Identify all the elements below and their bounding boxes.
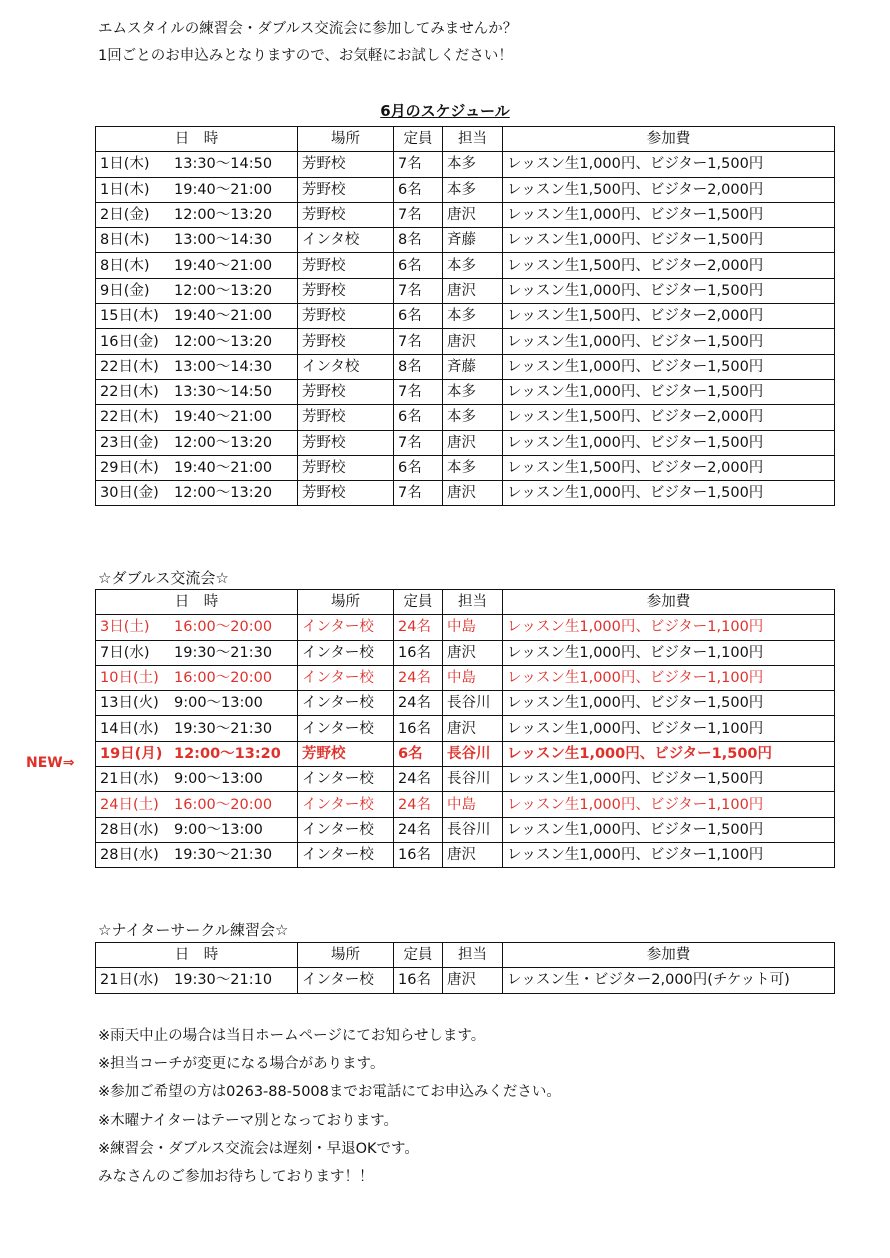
cell-coach: 中島 [443,665,503,690]
table-row [96,152,835,177]
cell-capacity: 7名 [394,329,443,354]
cell-time: 9:00～13:00 [174,771,263,788]
cell-place: 芳野校 [298,253,394,278]
cell-coach: 唐沢 [443,430,503,455]
cell-date: 21日(水) [100,771,159,788]
cell-capacity: 8名 [394,228,443,253]
practice-schedule-table [95,126,835,506]
cell-date: 3日(土) [100,619,150,636]
cell-date: 21日(水) [100,972,159,989]
table-row [96,640,835,665]
nighter-schedule-table [95,942,835,994]
cell-coach: 本多 [443,304,503,329]
cell-coach: 斉藤 [443,354,503,379]
note-line: ※担当コーチが変更になる場合があります。 [98,1056,385,1073]
cell-date: 22日(木) [100,384,159,401]
cell-time: 12:00～13:20 [174,333,273,350]
cell-date: 2日(金) [100,207,150,224]
header-capacity: 定員 [394,943,443,968]
table-row [96,228,835,253]
cell-place: 芳野校 [298,430,394,455]
cell-date: 10日(土) [100,670,159,687]
cell-date: 15日(木) [100,308,159,325]
cell-fee: レッスン生1,500円、ビジター2,000円 [503,455,835,480]
cell-fee: レッスン生1,000円、ビジター1,500円 [503,430,835,455]
note-line: ※参加ご希望の方は0263-88-5008までお電話にてお申込みください。 [98,1084,561,1101]
cell-coach: 唐沢 [443,278,503,303]
table-row [96,304,835,329]
cell-place: インター校 [298,615,394,640]
cell-date: 9日(金) [100,282,150,299]
cell-datetime [96,792,298,817]
cell-datetime [96,177,298,202]
cell-capacity: 24名 [394,615,443,640]
cell-date: 1日(木) [100,156,150,173]
cell-date: 8日(木) [100,257,150,274]
cell-place: 芳野校 [298,152,394,177]
table-row [96,253,835,278]
note-line: ※練習会・ダブルス交流会は遅刻・早退OKです。 [98,1140,419,1157]
table-row [96,615,835,640]
cell-fee: レッスン生1,000円、ビジター1,500円 [503,329,835,354]
cell-fee: レッスン生1,000円、ビジター1,100円 [503,640,835,665]
table-header-row [96,590,835,615]
cell-coach: 唐沢 [443,968,503,993]
cell-place: 芳野校 [298,177,394,202]
cell-datetime [96,968,298,993]
cell-time: 12:00～13:20 [174,282,273,299]
cell-time: 19:40～21:00 [174,460,273,476]
cell-fee: レッスン生1,000円、ビジター1,500円 [503,228,835,253]
cell-time: 19:30～21:30 [174,720,273,737]
header-datetime: 日 時 [96,943,298,968]
cell-datetime [96,481,298,506]
cell-date: 28日(水) [100,847,159,864]
cell-datetime [96,716,298,741]
cell-capacity: 16名 [394,716,443,741]
cell-place: インター校 [298,767,394,792]
cell-time: 9:00～13:00 [174,821,263,838]
note-line: みなさんのご参加お待ちしております！！ [98,1169,374,1186]
cell-place: 芳野校 [298,278,394,303]
cell-place: インター校 [298,691,394,716]
header-coach: 担当 [443,590,503,615]
cell-datetime [96,228,298,253]
cell-time: 16:00～20:00 [174,619,273,636]
cell-time: 12:00～13:20 [174,745,281,762]
cell-fee: レッスン生1,000円、ビジター1,100円 [503,842,835,867]
table-row [96,455,835,480]
table-row [96,792,835,817]
cell-time: 19:40～21:00 [174,257,273,274]
note-line: ※雨天中止の場合は当日ホームページにてお知らせします。 [98,1028,486,1044]
cell-capacity: 8名 [394,354,443,379]
cell-place: インター校 [298,665,394,690]
header-fee: 参加費 [503,590,835,615]
cell-coach: 本多 [443,405,503,430]
cell-coach: 中島 [443,792,503,817]
cell-capacity: 6名 [394,405,443,430]
cell-time: 19:40～21:00 [174,409,273,426]
table-row [96,968,835,993]
cell-time: 13:30～14:50 [174,384,273,401]
cell-date: 24日(土) [100,796,159,813]
cell-coach: 唐沢 [443,842,503,867]
cell-capacity: 24名 [394,665,443,690]
cell-date: 22日(木) [100,358,159,375]
cell-capacity: 16名 [394,640,443,665]
cell-fee: レッスン生1,000円、ビジター1,100円 [503,792,835,817]
header-fee: 参加費 [503,943,835,968]
cell-place: 芳野校 [298,455,394,480]
table-header-row [96,943,835,968]
cell-fee: レッスン生・ビジター2,000円(チケット可) [503,968,835,993]
table-row [96,329,835,354]
table-row [96,767,835,792]
cell-time: 16:00～20:00 [174,670,273,687]
cell-fee: レッスン生1,000円、ビジター1,100円 [503,665,835,690]
cell-coach: 本多 [443,152,503,177]
header-datetime: 日 時 [96,127,298,152]
cell-fee: レッスン生1,000円、ビジター1,500円 [503,152,835,177]
cell-time: 9:00～13:00 [174,695,263,712]
cell-capacity: 6名 [394,253,443,278]
cell-capacity: 6名 [394,304,443,329]
table-row [96,842,835,867]
cell-coach: 斉藤 [443,228,503,253]
cell-coach: 唐沢 [443,640,503,665]
cell-place: 芳野校 [298,405,394,430]
cell-fee: レッスン生1,000円、ビジター1,500円 [503,202,835,227]
cell-place: インター校 [298,640,394,665]
cell-datetime [96,741,298,766]
cell-coach: 唐沢 [443,481,503,506]
cell-datetime [96,615,298,640]
cell-datetime [96,691,298,716]
cell-place: インター校 [298,716,394,741]
cell-date: 19日(月) [100,745,163,762]
header-fee: 参加費 [503,127,835,152]
cell-datetime [96,354,298,379]
cell-place: 芳野校 [298,481,394,506]
cell-place: インタ校 [298,228,394,253]
table-row [96,716,835,741]
cell-capacity: 7名 [394,481,443,506]
cell-place: インター校 [298,792,394,817]
cell-time: 12:00～13:20 [174,434,273,451]
cell-fee: レッスン生1,000円、ビジター1,500円 [503,354,835,379]
cell-date: 7日(水) [100,644,150,661]
cell-time: 12:00～13:20 [174,485,273,502]
cell-datetime [96,640,298,665]
cell-datetime [96,767,298,792]
header-place: 場所 [298,590,394,615]
schedule-title: 6月のスケジュール [380,102,510,120]
cell-time: 16:00～20:00 [174,796,273,813]
table-row [96,177,835,202]
cell-fee: レッスン生1,000円、ビジター1,500円 [503,481,835,506]
cell-place: インタ校 [298,354,394,379]
cell-date: 16日(金) [100,333,159,350]
header-place: 場所 [298,943,394,968]
cell-fee: レッスン生1,500円、ビジター2,000円 [503,304,835,329]
header-capacity: 定員 [394,127,443,152]
cell-time: 19:30～21:30 [174,644,273,661]
cell-datetime [96,278,298,303]
cell-coach: 唐沢 [443,329,503,354]
cell-fee: レッスン生1,000円、ビジター1,500円 [503,817,835,842]
intro-line-2: 1回ごとのお申込みとなりますので、お気軽にお試しください！ [98,48,513,64]
table-row [96,665,835,690]
header-coach: 担当 [443,127,503,152]
cell-place: 芳野校 [298,741,394,766]
cell-coach: 本多 [443,177,503,202]
cell-datetime [96,665,298,690]
cell-time: 13:30～14:50 [174,156,273,173]
cell-datetime [96,405,298,430]
cell-place: インター校 [298,817,394,842]
table-row [96,741,835,766]
cell-coach: 長谷川 [443,817,503,842]
cell-datetime [96,253,298,278]
cell-coach: 本多 [443,253,503,278]
table-row [96,430,835,455]
cell-date: 30日(金) [100,485,159,502]
cell-fee: レッスン生1,000円、ビジター1,500円 [503,691,835,716]
cell-capacity: 6名 [394,455,443,480]
cell-fee: レッスン生1,000円、ビジター1,500円 [503,741,835,766]
cell-coach: 本多 [443,455,503,480]
header-capacity: 定員 [394,590,443,615]
cell-datetime [96,455,298,480]
cell-capacity: 7名 [394,152,443,177]
cell-time: 13:00～14:30 [174,232,273,249]
cell-fee: レッスン生1,500円、ビジター2,000円 [503,405,835,430]
table-row [96,691,835,716]
doubles-section-title: ☆ダブルス交流会☆ [98,569,229,587]
cell-capacity: 24名 [394,792,443,817]
cell-capacity: 16名 [394,968,443,993]
table-row [96,278,835,303]
cell-capacity: 7名 [394,278,443,303]
nighter-section-title: ☆ナイターサークル練習会☆ [98,921,289,939]
cell-place: 芳野校 [298,304,394,329]
cell-place: 芳野校 [298,329,394,354]
cell-fee: レッスン生1,000円、ビジター1,100円 [503,716,835,741]
intro-text [98,16,517,70]
cell-coach: 唐沢 [443,202,503,227]
note-line: ※木曜ナイターはテーマ別となっております。 [98,1112,398,1129]
table-header-row [96,127,835,152]
cell-datetime [96,379,298,404]
cell-coach: 本多 [443,379,503,404]
cell-date: 1日(木) [100,181,150,198]
header-datetime: 日 時 [96,590,298,615]
header-coach: 担当 [443,943,503,968]
cell-date: 23日(金) [100,434,159,451]
cell-date: 14日(水) [100,720,159,737]
cell-coach: 中島 [443,615,503,640]
cell-fee: レッスン生1,000円、ビジター1,100円 [503,615,835,640]
cell-capacity: 7名 [394,379,443,404]
cell-date: 28日(水) [100,821,159,838]
cell-coach: 長谷川 [443,767,503,792]
cell-date: 8日(木) [100,232,150,249]
cell-fee: レッスン生1,000円、ビジター1,500円 [503,278,835,303]
cell-fee: レッスン生1,500円、ビジター2,000円 [503,177,835,202]
cell-datetime [96,304,298,329]
new-marker: NEW⇒ [26,755,75,771]
cell-date: 29日(木) [100,460,159,476]
cell-capacity: 24名 [394,767,443,792]
cell-date: 13日(火) [100,695,159,712]
table-row [96,405,835,430]
cell-capacity: 7名 [394,202,443,227]
cell-time: 19:30～21:30 [174,847,273,864]
cell-coach: 長谷川 [443,741,503,766]
cell-datetime [96,842,298,867]
cell-time: 19:40～21:00 [174,308,273,325]
notes [98,1022,561,1191]
cell-coach: 唐沢 [443,716,503,741]
cell-coach: 長谷川 [443,691,503,716]
cell-capacity: 16名 [394,842,443,867]
intro-line-1: エムスタイルの練習会・ダブルス交流会に参加してみませんか？ [98,21,518,37]
cell-datetime [96,817,298,842]
cell-fee: レッスン生1,500円、ビジター2,000円 [503,253,835,278]
header-place: 場所 [298,127,394,152]
cell-place: インター校 [298,968,394,993]
cell-capacity: 7名 [394,430,443,455]
cell-time: 19:30～21:10 [174,972,273,989]
cell-capacity: 24名 [394,691,443,716]
cell-time: 19:40～21:00 [174,181,273,198]
cell-place: インター校 [298,842,394,867]
cell-datetime [96,202,298,227]
cell-capacity: 6名 [394,177,443,202]
cell-time: 13:00～14:30 [174,358,273,375]
cell-datetime [96,329,298,354]
table-row [96,817,835,842]
table-row [96,354,835,379]
cell-capacity: 6名 [394,741,443,766]
cell-time: 12:00～13:20 [174,207,273,224]
cell-datetime [96,152,298,177]
table-row [96,202,835,227]
doubles-schedule-table [95,589,835,868]
cell-place: 芳野校 [298,379,394,404]
cell-fee: レッスン生1,000円、ビジター1,500円 [503,379,835,404]
cell-capacity: 24名 [394,817,443,842]
table-row [96,481,835,506]
cell-place: 芳野校 [298,202,394,227]
cell-datetime [96,430,298,455]
cell-date: 22日(木) [100,409,159,426]
cell-fee: レッスン生1,000円、ビジター1,500円 [503,767,835,792]
table-row [96,379,835,404]
